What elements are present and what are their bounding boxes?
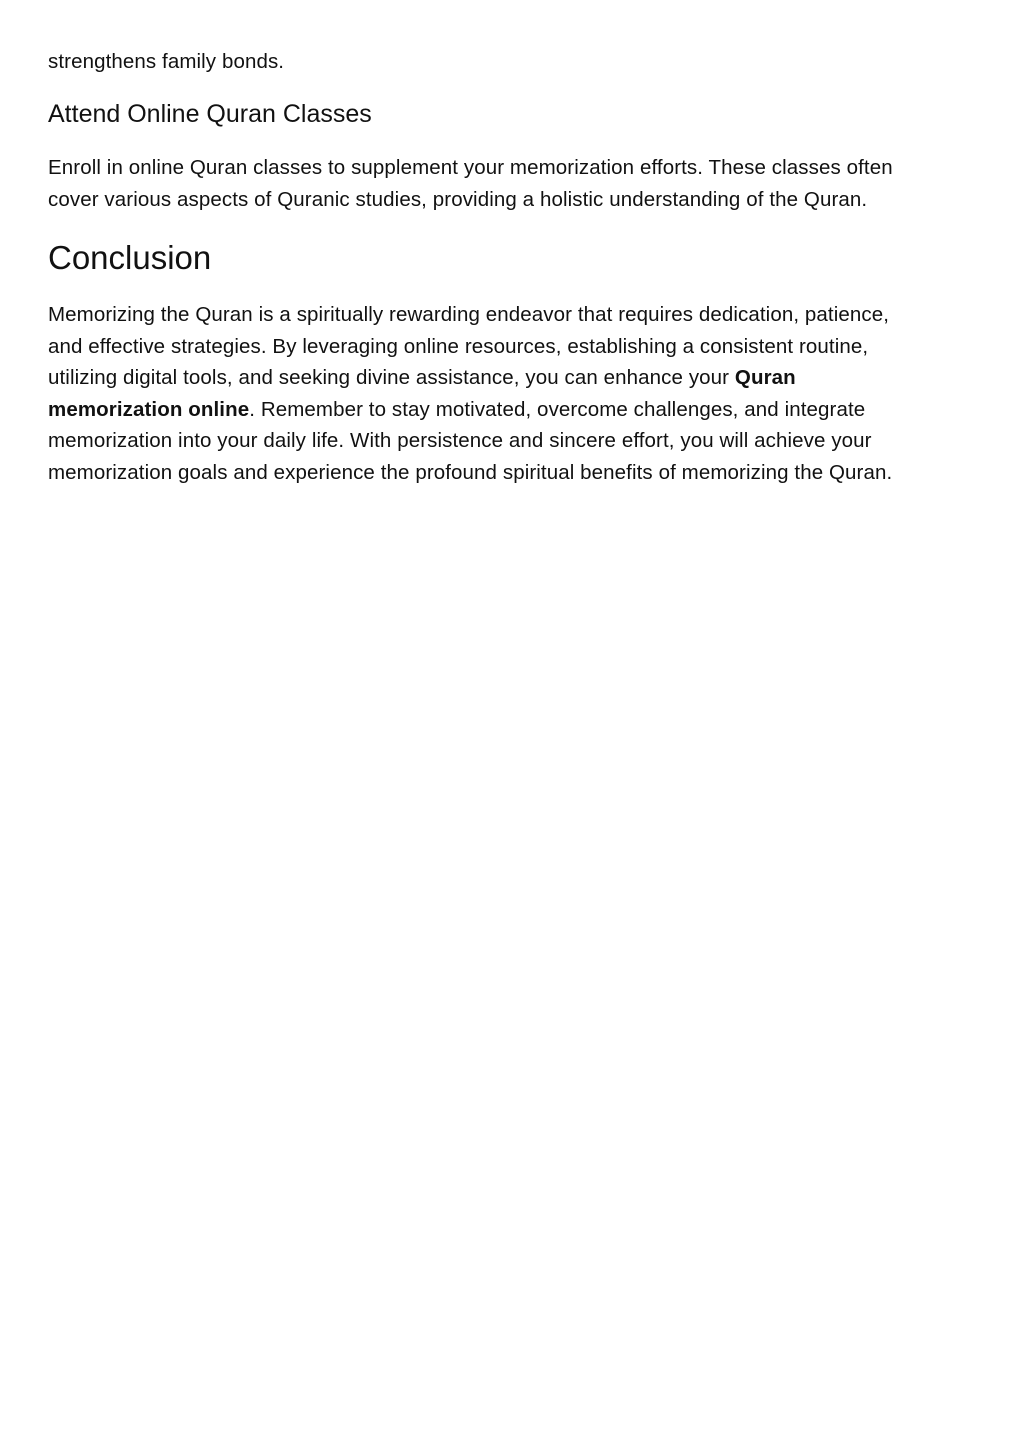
conclusion-line bbox=[48, 362, 978, 394]
conclusion-line: memorization into your daily life. With persistence and sincere effort, you will achieve your bbox=[48, 429, 872, 452]
section-paragraph-line: Enroll in online Quran classes to supplement your memorization efforts. These classes often bbox=[48, 156, 893, 179]
conclusion-line bbox=[48, 394, 978, 426]
conclusion-text: utilizing digital tools, and seeking divine assistance, you can enhance your bbox=[48, 366, 735, 389]
conclusion-text: . Remember to stay motivated, overcome challenges, and integrate bbox=[249, 397, 866, 421]
section-heading: Attend Online Quran Classes bbox=[48, 100, 372, 128]
conclusion-line: Memorizing the Quran is a spiritually rewarding endeavor that requires dedication, patience, bbox=[48, 303, 890, 326]
keyword-bold: Quran bbox=[734, 366, 796, 389]
conclusion-paragraph bbox=[48, 299, 978, 488]
section-paragraph bbox=[48, 152, 978, 215]
lead-text: strengthens family bonds. bbox=[48, 50, 285, 73]
keyword-bold: memorization online bbox=[48, 397, 250, 421]
section-paragraph-line: cover various aspects of Quranic studies, providing a holistic understanding of the Quran. bbox=[48, 187, 868, 211]
conclusion-heading: Conclusion bbox=[48, 239, 212, 276]
conclusion-line: memorization goals and experience the profound spiritual benefits of memorizing the Quran. bbox=[48, 460, 893, 484]
conclusion-line: and effective strategies. By leveraging online resources, establishing a consistent routine, bbox=[48, 334, 869, 358]
